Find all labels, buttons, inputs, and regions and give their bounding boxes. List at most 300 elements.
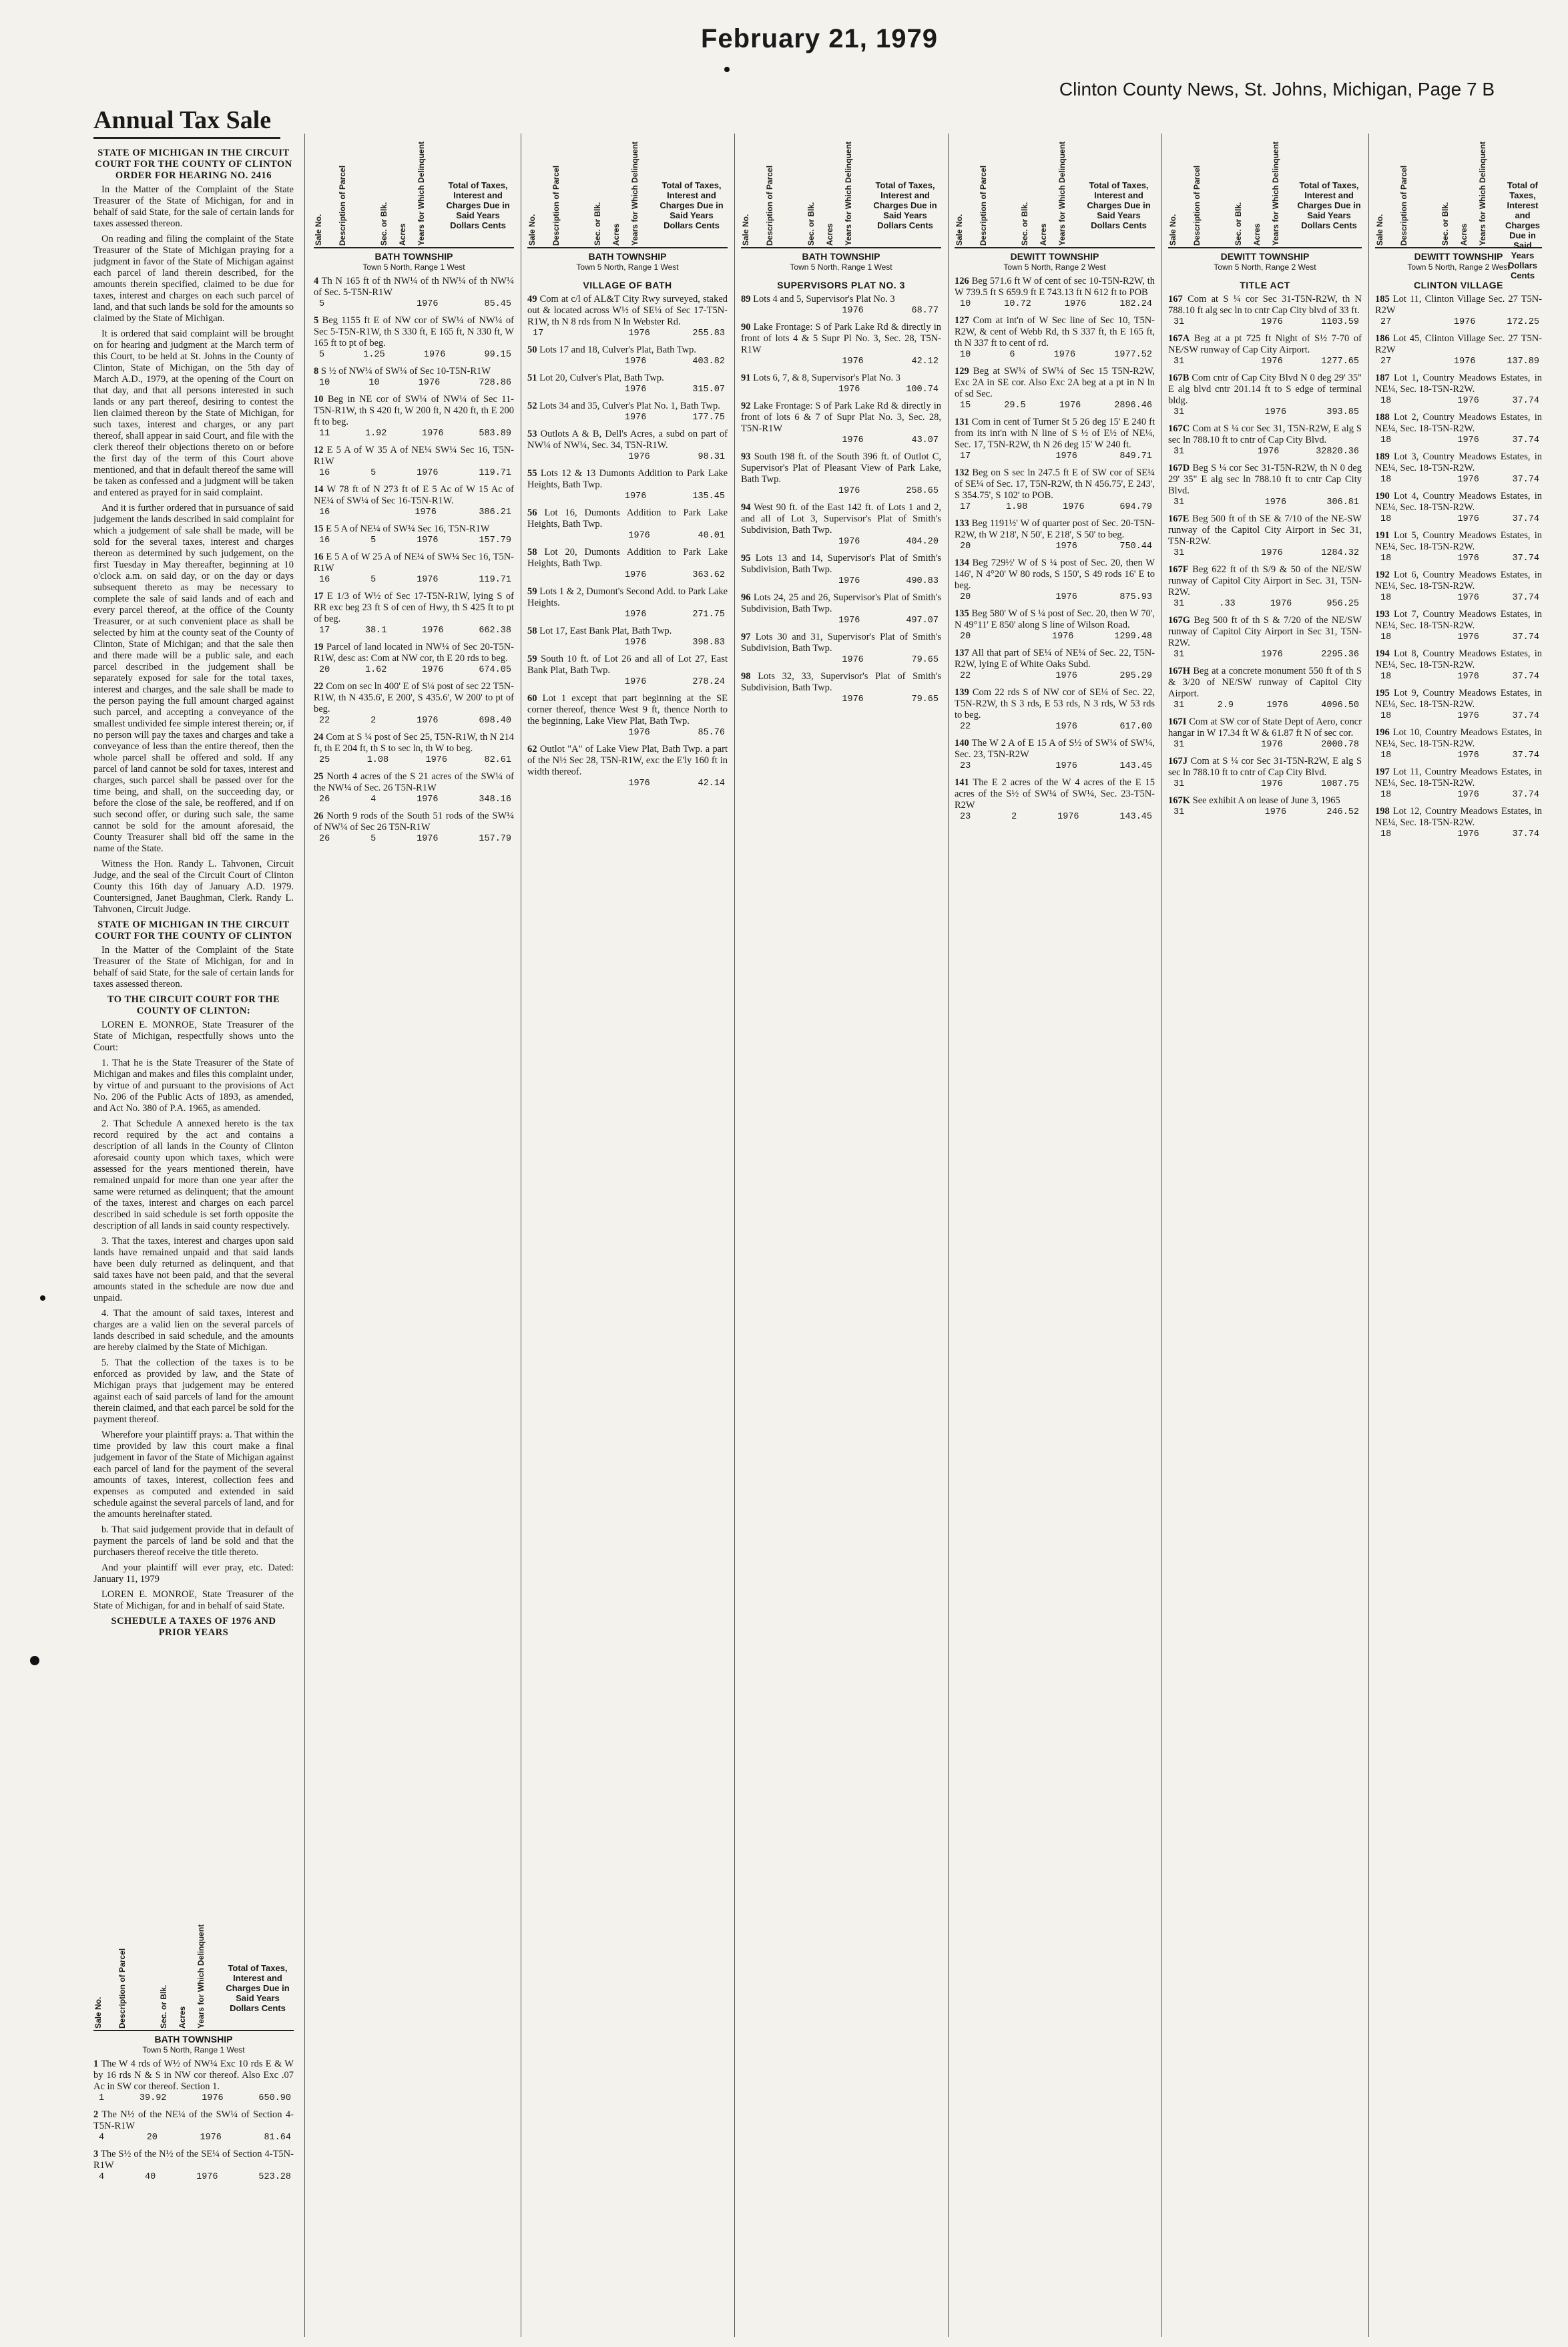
sale-number: 24 [314,732,324,742]
year-value: 1976 [417,468,439,478]
description-text: Lots 6, 7, & 8, Supervisor's Plat No. 3 [753,373,901,383]
parcel-entry [1375,530,1542,564]
column-rule [948,134,949,2337]
sale-number: 167G [1168,615,1191,626]
acres-value: 10.72 [1004,299,1031,309]
acres-value: 20 [146,2133,158,2143]
description-text: Com at int'n of W Sec line of Sec 10, T5N-R2W, & cent of Webb Rd, th S 337 ft, th E 165 ft, th N 337 ft to cent of rd. [955,315,1155,349]
section-value: 22 [960,722,971,732]
total-value: 37.74 [1512,554,1539,564]
year-value: 1976 [1057,812,1079,822]
section-value: 18 [1380,435,1392,445]
parcel-description [1168,333,1362,356]
description-text: Lot 4, Country Meadows Estates, in NE¼, Sec. 18-T5N-R2W. [1375,491,1542,513]
parcel-values [1375,553,1542,564]
description-text: North 9 rods of the South 51 rods of the SW¼ of NW¼ of Sec 26 T5N-R1W [314,811,514,833]
parcel-entry [741,502,941,548]
total-value: 135.45 [692,491,725,501]
parcel-values [1375,395,1542,407]
description-text: E 5 A of NE¼ of SW¼ Sec 16, T5N-R1W [326,523,490,534]
total-value: 42.14 [698,779,725,789]
header-total: Total of Taxes, Interest and Charges Due in Said Years Dollars Cents [1297,180,1361,230]
header-description: Description of Parcel [338,165,347,246]
total-value: 119.71 [479,468,511,478]
legal-paragraph: 1. That he is the State Treasurer of the State of Michigan and makes and files this complaint under, by virtue of and pursuant to the provisions of Act No. 206 of the Public Acts of 1893, as amended, and Act No. 380 of P.A. 1965, as amended. [93,1058,294,1114]
sale-number: 5 [314,315,319,326]
year-value: 1976 [202,2093,224,2103]
scan-speck [724,67,730,72]
section-value: 17 [960,502,971,512]
total-value: 348.16 [479,795,511,805]
sale-number: 193 [1375,609,1390,620]
year-value: 1976 [1264,407,1287,417]
section-value: 20 [960,542,971,552]
sale-number: 131 [955,417,969,427]
year-value: 1976 [1257,447,1280,457]
parcel-values [527,727,728,738]
year-value: 1976 [415,507,437,517]
section-value: 4 [99,2172,105,2182]
section-value: 31 [1173,807,1185,817]
township-range: Town 5 North, Range 1 West [362,262,465,272]
section-value: 25 [319,755,330,765]
description-text: The E 2 acres of the W 4 acres of the E 15 acres of the S½ of SW¼ of SW¼, Sec. 23-T5N-R2W [955,777,1155,811]
total-value: 490.83 [906,576,939,586]
description-text: Lot 17, East Bank Plat, Bath Twp. [539,626,672,636]
parcel-description [1375,806,1542,829]
parcel-entry [527,586,728,620]
acres-value: 1.25 [363,350,385,360]
sale-number: 19 [314,642,324,652]
legal-paragraph: Wherefore your plaintiff prays: a. That within the time provided by law this court make a final judgement in favor of the State of Michigan against each parcel of land for the payment of the several amounts of taxes, interest, collection fees and expenses as computed and extended in said schedule against the several parcels of land, and for the amounts hereinafter stated. [93,1430,294,1520]
description-text: Outlot "A" of Lake View Plat, Bath Twp. a part of the N½ Sec 28, T5N-R1W, exc the E'ly 160 ft in width thereof. [527,744,728,777]
year-value: 1976 [1055,671,1077,681]
parcel-entry [741,401,941,446]
section-value: 10 [319,378,330,388]
subdivision-heading: CLINTON VILLAGE [1413,280,1504,290]
parcel-description [955,467,1155,501]
legal-paragraph: LOREN E. MONROE, State Treasurer of the State of Michigan, respectfully shows unto the Court: [93,1020,294,1053]
parcel-values [741,694,941,705]
year-value: 1976 [1270,599,1292,609]
parcel-description [955,558,1155,592]
section-value: 26 [319,834,330,844]
header-total: Total of Taxes, Interest and Charges Due in Said Years Dollars Cents [446,180,510,230]
parcel-entry [955,467,1155,513]
section-value: 10 [960,350,971,360]
parcel-description [1168,423,1362,446]
acres-value: .33 [1219,599,1236,609]
header-acres: Acres [1459,223,1469,246]
parcel-description [1375,570,1542,592]
parcel-entry [741,373,941,395]
sale-number: 127 [955,315,969,326]
parcel-values [741,435,941,446]
year-value: 1976 [1055,451,1077,461]
header-sale-no: Sale No. [1168,214,1178,246]
sale-number: 97 [741,632,751,642]
parcel-entry [527,401,728,423]
parcel-entry [1168,716,1362,751]
sale-number: 196 [1375,727,1390,738]
sale-number: 59 [527,654,537,664]
sale-number: 167F [1168,564,1189,575]
legal-paragraph: And your plaintiff will ever pray, etc. Dated: January 11, 1979 [93,1562,294,1584]
parcel-entry [1375,412,1542,446]
description-text: Lot 20, Dumonts Addition to Park Lake Heights, Bath Twp. [527,547,728,569]
total-value: 172.25 [1507,317,1539,327]
year-value: 1976 [1055,542,1077,552]
parcel-description [1375,688,1542,710]
description-text: Lot 11, Clinton Village Sec. 27 T5N-R2W [1375,294,1542,316]
subdivision-heading: VILLAGE OF BATH [583,280,672,290]
sale-number: 52 [527,401,537,411]
total-value: 650.90 [258,2093,291,2103]
sale-number: 49 [527,294,537,304]
parcel-description [741,451,941,485]
parcel-description [314,523,514,535]
parcel-entry [314,523,514,546]
header-sec-blk: Sec. or Blk. [593,202,602,246]
parcel-values [1375,356,1542,367]
sale-number: 135 [955,608,969,619]
sale-number: 50 [527,345,537,355]
year-value: 1976 [838,616,860,626]
parcel-entry [1168,463,1362,508]
parcel-values [1168,548,1362,559]
year-value: 1976 [1055,592,1077,602]
header-description: Description of Parcel [765,165,774,246]
sale-number: 3 [93,2149,99,2159]
parcel-entry [314,366,514,389]
parcel-description [314,732,514,755]
parcel-entry [1375,648,1542,682]
total-value: 403.82 [692,357,725,367]
year-value: 1976 [624,413,647,423]
township-range: Town 5 North, Range 2 West [1214,262,1316,272]
total-value: 698.40 [479,716,511,726]
year-value: 1976 [624,638,647,648]
parcel-description [527,401,728,412]
year-value: 1976 [423,350,446,360]
year-value: 1976 [842,435,864,445]
description-text: The W 2 A of E 15 A of S½ of SW¼ of SW¼, Sec. 23, T5N-R2W [955,738,1155,760]
parcel-description [527,744,728,778]
description-text: Com at S ¼ post of Sec 25, T5N-R1W, th N 214 ft, th E 204 ft, th S to sec ln, th W to beg. [314,732,514,754]
section-value: 4 [99,2133,105,2143]
year-value: 1976 [628,329,650,339]
total-value: 177.75 [692,413,725,423]
sale-number: 95 [741,553,751,564]
year-value: 1976 [196,2172,218,2182]
year-value: 1976 [842,694,864,704]
description-text: Lots 13 and 14, Supervisor's Plat of Smith's Subdivision, Bath Twp. [741,553,941,575]
description-text: Lot 2, Country Meadows Estates, in NE¼, Sec. 18-T5N-R2W. [1375,412,1542,434]
year-value: 1976 [1457,475,1479,485]
section-value: 18 [1380,514,1392,524]
sale-number: 89 [741,294,751,304]
acres-value: 10 [368,378,380,388]
header-description: Description of Parcel [1192,165,1202,246]
acres-value: 39.92 [139,2093,167,2103]
sale-number: 58 [527,626,537,636]
section-value: 22 [319,716,330,726]
total-value: 2896.46 [1114,401,1152,411]
description-text: Lot 8, Country Meadows Estates, in NE¼, Sec. 18-T5N-R2W. [1375,648,1542,670]
parcel-values [1375,829,1542,840]
total-value: 157.79 [479,536,511,546]
year-value: 1976 [422,665,444,675]
section-value: 23 [960,761,971,771]
header-acres: Acres [825,223,834,246]
sale-number: 192 [1375,570,1390,580]
total-value: 79.65 [911,694,939,704]
total-value: 750.44 [1119,542,1152,552]
header-sec-blk: Sec. or Blk. [806,202,816,246]
legal-paragraph: In the Matter of the Complaint of the State Treasurer of the State of Michigan, for and in behalf of said State, for the sale of certain lands for taxes assessed thereon. [93,945,294,990]
year-value: 1976 [838,576,860,586]
sale-number: 132 [955,467,969,478]
description-text: Com at S ¼ cor Sec 31-T5N-R2W, th N 788.10 ft alg sec ln to cntr Cap City blvd of 33 ft. [1168,294,1362,316]
parcel-values [955,631,1155,642]
sale-number: 126 [955,276,969,286]
acres-value: 5 [370,834,376,844]
section-value: 17 [533,329,544,339]
sale-number: 185 [1375,294,1390,304]
year-value: 1976 [624,570,647,580]
section-value: 5 [319,350,325,360]
total-value: 386.21 [479,507,511,517]
sale-number: 141 [955,777,969,788]
section-value: 31 [1173,357,1185,367]
header-total: Total of Taxes, Interest and Charges Due in Said Years Dollars Cents [873,180,937,230]
description-text: South 10 ft. of Lot 26 and all of Lot 27, East Bank Plat, Bath Twp. [527,654,728,676]
year-value: 1976 [1457,396,1479,406]
total-value: 143.45 [1119,812,1152,822]
parcel-values [1168,739,1362,751]
legal-paragraph: On reading and filing the complaint of the State Treasurer of the State of Michigan praying for a judgment in favor of the State of Michigan against each parcel of land therein described, for the amounts therein specified, claimed to be due for taxes, interest and charges on each such parcel of land, and that such lands be sold for the amounts so claimed by the State of Michigan. [93,234,294,324]
header-sale-no: Sale No. [93,1996,103,2029]
section-value: 27 [1380,357,1392,367]
total-value: 143.45 [1119,761,1152,771]
parcel-values [955,501,1155,513]
section-value: 31 [1173,548,1185,558]
column-header [955,134,1155,248]
parcel-description [955,315,1155,349]
sale-number: 59 [527,586,537,597]
parcel-description [314,484,514,507]
description-text: South 198 ft. of the South 396 ft. of Outlot C, Supervisor's Plat of Pleasant View of Park Lake, Bath Twp. [741,451,941,485]
parcel-values [527,570,728,581]
parcel-description [1168,463,1362,497]
year-value: 1976 [1457,751,1479,761]
total-value: 1284.32 [1321,548,1359,558]
parcel-entry [527,468,728,502]
total-value: 37.74 [1512,711,1539,721]
legal-heading: SCHEDULE A TAXES OF 1976 AND PRIOR YEARS [111,1616,276,1638]
parcel-values [527,451,728,463]
parcel-values [741,654,941,666]
parcel-entry [955,315,1155,361]
parcel-values [314,715,514,726]
sale-number: 167H [1168,666,1191,676]
section-value: 16 [319,575,330,585]
acres-value: 5 [370,536,376,546]
year-value: 1976 [1261,317,1283,327]
sale-number: 91 [741,373,751,383]
parcel-entry [314,276,514,310]
sale-number: 198 [1375,806,1390,817]
parcel-entry [527,744,728,789]
total-value: 40.01 [698,531,725,541]
header-sale-no: Sale No. [1375,214,1384,246]
parcel-description [1375,767,1542,789]
listing-column-6 [1168,134,1362,2337]
township-range: Town 5 North, Range 1 West [576,262,679,272]
parcel-values [955,592,1155,603]
section-value: 18 [1380,790,1392,800]
total-value: 37.74 [1512,435,1539,445]
parcel-entry [1375,806,1542,840]
sale-number: 133 [955,518,969,529]
total-value: 37.74 [1512,790,1539,800]
total-value: 674.05 [479,665,511,675]
year-value: 1976 [1457,593,1479,603]
parcel-entry [527,373,728,395]
sale-number: 139 [955,687,969,698]
subdivision-heading: SUPERVISORS PLAT NO. 3 [777,280,905,290]
parcel-description [1375,333,1542,356]
description-text: Beg 1191½' W of quarter post of Sec. 20-T5N-R2W, th W 218', N 50', E 218', S 50' to beg. [955,518,1155,540]
year-value: 1976 [1059,401,1081,411]
parcel-values [1168,356,1362,367]
township-range: Town 5 North, Range 2 West [1003,262,1106,272]
total-value: 157.79 [479,834,511,844]
description-text: Lake Frontage: S of Park Lake Rd & directly in front of lots 6 & 7 of Supr Plat No. 3, Sec. 28, T5N-R1W [741,401,941,434]
section-value: 17 [960,451,971,461]
sale-number: 25 [314,771,324,782]
year-value: 1976 [1457,711,1479,721]
township-range: Town 5 North, Range 1 West [142,2045,245,2055]
scan-speck [40,1295,45,1301]
parcel-entry [1168,373,1362,418]
parcel-description [527,468,728,491]
sale-number: 92 [741,401,751,411]
sale-number: 55 [527,468,537,479]
header-years: Years for Which Delinquent [417,141,426,246]
parcel-values [741,384,941,395]
header-years: Years for Which Delinquent [1057,141,1067,246]
parcel-entry [314,681,514,726]
listing-column-2 [314,134,514,2337]
parcel-values [1375,592,1542,604]
parcel-values [955,451,1155,462]
section-value: 18 [1380,829,1392,839]
section-value: 18 [1380,672,1392,682]
parcel-description [314,276,514,298]
description-text: The N½ of the NE¼ of the SW¼ of Section 4-T5N-R1W [93,2109,294,2131]
header-sec-blk: Sec. or Blk. [1020,202,1029,246]
year-value: 1976 [417,575,439,585]
parcel-entry [1168,795,1362,818]
description-text: Lots 4 and 5, Supervisor's Plat No. 3 [753,294,895,304]
header-sale-no: Sale No. [955,214,964,246]
header-years: Years for Which Delinquent [1478,141,1487,246]
parcel-entry [314,315,514,361]
parcel-entry [527,693,728,738]
section-value: 23 [960,812,971,822]
total-value: 32820.36 [1316,447,1359,457]
parcel-entry [314,811,514,845]
description-text: Beg 571.6 ft W of cent of sec 10-T5N-R2W, th W 739.5 ft S 659.9 ft E 743.13 ft N 612 ft to POB [955,276,1155,298]
parcel-entry [527,294,728,339]
description-text: Lot 5, Country Meadows Estates, in NE¼, Sec. 18-T5N-R2W. [1375,530,1542,552]
parcel-entry [1168,423,1362,457]
parcel-values [955,400,1155,411]
parcel-values [527,778,728,789]
total-value: 81.64 [264,2133,291,2143]
header-years: Years for Which Delinquent [844,141,853,246]
sale-number: 167D [1168,463,1190,473]
parcel-entry [1375,373,1542,407]
parcel-entry [314,394,514,439]
parcel-values [955,541,1155,552]
year-value: 1976 [417,536,439,546]
sale-number: 15 [314,523,324,534]
parcel-description [93,2109,294,2132]
acres-value: 1.98 [1005,502,1028,512]
listing-column-1 [93,1916,294,2337]
parcel-description [527,547,728,570]
parcel-description [1168,756,1362,779]
parcel-description [1375,294,1542,316]
description-text: Beg at SW¼ of SW¼ of Sec 15 T5N-R2W, Exc 2A in SE cor. Also Exc 2A beg at a pt in N ln of sd Sec. [955,366,1155,399]
sale-number: 93 [741,451,751,462]
description-text: Lots 12 & 13 Dumonts Addition to Park Lake Heights, Bath Twp. [527,468,728,490]
parcel-entry [955,276,1155,310]
section-value: 18 [1380,711,1392,721]
parcel-entry [1375,451,1542,485]
section-value: 31 [1173,407,1185,417]
sale-number: 167I [1168,716,1187,727]
sale-number: 167E [1168,513,1190,524]
year-value: 1976 [1261,548,1283,558]
parcel-entry [955,366,1155,411]
section-value: 1 [99,2093,105,2103]
parcel-entry [1375,491,1542,525]
sale-number: 190 [1375,491,1390,501]
parcel-description [1168,716,1362,739]
total-value: 583.89 [479,429,511,439]
parcel-entry [1375,609,1542,643]
description-text: Lots 1 & 2, Dumont's Second Add. to Park Lake Heights. [527,586,728,608]
parcel-values [314,507,514,518]
section-value: 18 [1380,751,1392,761]
total-value: 85.76 [698,728,725,738]
section-value: 15 [960,401,971,411]
parcel-entry [93,2149,294,2183]
total-value: 37.74 [1512,514,1539,524]
section-value: 18 [1380,632,1392,642]
sale-number: 167 [1168,294,1183,304]
parcel-description [1168,666,1362,700]
year-value: 1976 [624,491,647,501]
total-value: 278.24 [692,677,725,687]
sale-number: 4 [314,276,319,286]
description-text: Lot 7, Country Meadows Estates, in NE¼, Sec. 18-T5N-R2W. [1375,609,1542,631]
parcel-values [741,356,941,367]
sale-number: 90 [741,322,751,333]
